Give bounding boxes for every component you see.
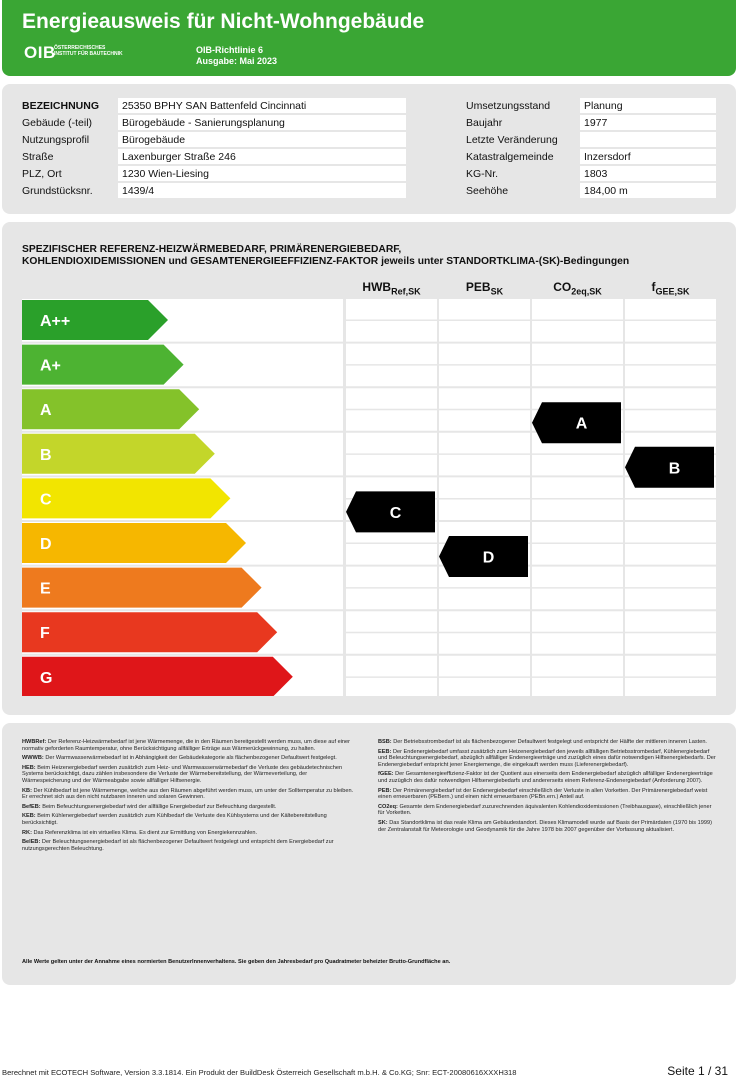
data-label: Umsetzungsstand <box>466 100 551 112</box>
rating-chart-svg <box>22 276 716 696</box>
column-header-hwb: $HWB_{Ref,SK}$ <box>362 280 421 297</box>
data-value: Bürogebäude <box>118 132 406 147</box>
data-row <box>466 115 716 131</box>
class-arrow-C <box>22 478 230 518</box>
class-label: E <box>40 580 51 598</box>
data-row <box>22 132 406 148</box>
class-arrow-Aplus <box>22 345 184 385</box>
definition-entry: HWBRef: Der Referenz-Heizwärmebedarf ist jene Wärmemenge, die in den Räumen bereitgestellt werden muss, um diese auf einer normativ geforderten Raumtemperatur, ohne Berücksichtigung allfälliger Erträge aus Wärmerückgewinnung, zu halten. <box>22 739 351 752</box>
definition-entry: RK: Das Referenzklima ist ein virtuelles Klima. Es dient zur Ermittlung von Energiekennzahlen. <box>22 829 258 836</box>
data-row <box>466 98 716 114</box>
data-value: Inzersdorf <box>580 149 716 164</box>
data-label: KG-Nr. <box>466 168 499 180</box>
definition-entry: EEB: Der Endenergiebedarf umfasst zusätzlich zum Heizenergiebedarf den jeweils allfälligen Betriebsstrombedarf, Kühlenergiebedarf und Beleuchtungsenergiebedarf, abzüglich allfälliger Endenergieerträge und zuzüglich eines dafür notwendigen Hilfsenergiebedarfs. Der Endenergiebedarf entspricht jener Energiemenge, die eingekauft werden muss (Lieferenergiebedarf). <box>378 748 716 768</box>
data-value: 1977 <box>580 115 716 130</box>
class-arrow-F <box>22 612 277 652</box>
column-header-peb: $PEB_{SK}$ <box>465 280 504 297</box>
definition-entry: HEB: Beim Heizenergiebedarf werden zusätzlich zum Heiz- und Warmwasserwärmebedarf die Verluste des gebäudetechnischen Systems berücksichtigt, dazu zählen insbesondere die Verluste der Wärmebereitstellung, der Wärmeverteilung, der Wärmespeicherung und der Wärmeabgabe sowie allfälliger Hilfsenergie. <box>22 764 343 784</box>
data-label: BEZEICHNUNG <box>22 100 100 112</box>
class-arrow-A <box>22 389 199 429</box>
data-label: PLZ, Ort <box>22 168 62 180</box>
data-label: Straße <box>22 151 54 163</box>
document-title: Energieausweis für Nicht-Wohngebäude <box>22 10 425 33</box>
software-footer: Berechnet mit ECOTECH Software, Version 3.3.1814. Ein Produkt der BuildDesk Österreich Gesellschaft m.b.H. & Co.KG; Snr: ECT-20080616XXXH318 <box>2 1068 517 1077</box>
guideline-info: OIB-Richtlinie 6 Ausgabe: Mai 2023 <box>196 45 278 66</box>
class-label: G <box>40 669 53 687</box>
data-row <box>466 149 716 165</box>
data-row <box>22 166 406 182</box>
class-label: A <box>40 402 52 420</box>
class-arrow-Aplusplus <box>22 300 168 340</box>
rating-value: B <box>668 460 681 478</box>
data-label: Seehöhe <box>466 185 509 197</box>
rating-marker-co <box>532 402 621 443</box>
energy-rating-panel <box>2 222 736 715</box>
oib-logo: OIB ÖSTERREICHISCHES INSTITUT FÜR BAUTECHNIK <box>24 43 123 62</box>
data-label: Katastralgemeinde <box>466 151 554 163</box>
assumption-note: Alle Werte gelten unter der Annahme eines normierten BenutzerInnenverhaltens. Sie geben den Jahresbedarf pro Quadratmeter beheizter Brutto-Grundfläche an. <box>22 959 451 965</box>
rating-marker-f <box>625 447 714 488</box>
data-label: Grundstücksnr. <box>22 185 93 197</box>
data-row <box>466 166 716 182</box>
class-label: F <box>40 625 50 643</box>
definition-entry: BSB: Der Betriebsstrombedarf ist als flächenbezogener Defaultwert festgelegt und entspricht der Hälfte der mittleren inneren Lasten. <box>378 739 707 745</box>
data-value: 1803 <box>580 166 716 181</box>
data-value: Laxenburger Straße 246 <box>118 149 406 164</box>
page-number: Seite 1 / 31 <box>667 1064 728 1078</box>
class-label: C <box>40 491 52 509</box>
data-row <box>22 183 406 199</box>
definition-entry: BefEB: Beim Befeuchtungsenergiebedarf wird der allfällige Energiebedarf zur Befeuchtung dargestellt. <box>22 803 277 810</box>
data-value: Planung <box>580 98 716 113</box>
data-label: Letzte Veränderung <box>466 134 558 146</box>
class-label: D <box>40 536 52 553</box>
definition-entry: BelEB: Der Beleuchtungsenergiebedarf ist als flächenbezogener Defaultwert festgelegt und entspricht dem Energiebedarf zur nutzungsgerechten Beleuchtung. <box>22 839 334 852</box>
definitions-left <box>22 739 356 855</box>
data-value: 25350 BPHY SAN Battenfeld Cincinnati <box>118 98 406 113</box>
column-header-f: $f_{GEE,SK}$ <box>651 280 690 297</box>
data-row <box>466 132 716 148</box>
class-arrow-G <box>22 657 293 696</box>
data-row <box>22 98 406 114</box>
data-label: Nutzungsprofil <box>22 134 90 146</box>
data-value: 1439/4 <box>118 183 406 198</box>
chart-title: SPEZIFISCHER REFERENZ-HEIZWÄRMEBEDARF, PRIMÄRENERGIEBEDARF, KOHLENDIOXIDEMISSIONEN und GESAMTENERGIEEFFIZIENZ-FAKTOR jeweils unter STANDORTKLIMA-(SK)-Bedingungen <box>22 244 630 267</box>
rating-marker-hwb <box>346 491 435 532</box>
class-arrow-E <box>22 568 262 608</box>
data-value: 184,00 m <box>580 183 716 198</box>
class-label: B <box>40 446 52 464</box>
definition-entry: fGEE: Der Gesamtenergieeffizienz-Faktor ist der Quotient aus einerseits dem Endenergiebedarf abzüglich allfälliger Endenergieerträge und zuzüglich des dafür notwendigen Hilfsenergiebedarfs und andererseits einem Referenz-Endenergiebedarf (Anforderung 2007). <box>378 771 713 784</box>
rating-value: C <box>389 504 402 522</box>
column-header-co: $CO_{2eq,SK}$ <box>553 280 602 297</box>
data-label: Gebäude (-teil) <box>22 117 93 129</box>
definitions-right <box>378 739 718 836</box>
rating-chart <box>22 276 716 696</box>
data-row <box>22 115 406 131</box>
data-row <box>466 183 716 199</box>
data-value <box>580 132 716 147</box>
class-arrow-B <box>22 434 215 474</box>
definition-entry: CO2eq: Gesamte dem Endenergiebedarf zuzurechnenden äquivalenten Kohlendioxidemissionen (Treibhausgase), einschließlich jener für Vorketten. <box>378 803 712 817</box>
data-value: 1230 Wien-Liesing <box>118 166 406 181</box>
data-value: Bürogebäude - Sanierungsplanung <box>118 115 406 130</box>
class-label: A++ <box>40 313 71 330</box>
class-label: A+ <box>40 357 61 375</box>
page-header <box>2 0 736 76</box>
definition-entry: WWWB: Der Warmwasserwärmebedarf ist in Abhängigkeit der Gebäudekategorie als flächenbezogener Defaultwert festgelegt. <box>22 755 337 762</box>
definitions-panel <box>2 723 736 985</box>
data-label: Baujahr <box>466 117 503 129</box>
data-row <box>22 149 406 165</box>
rating-value: D <box>482 549 495 567</box>
definition-entry: PEB: Der Primärenergiebedarf ist der Endenergiebedarf einschließlich der Verluste in allen Vorketten. Der Primärenergiebedarf weist einen erneuerbaren (PEBern.) und einen nicht erneuerbaren (PEBn.ern.) Anteil auf. <box>378 787 708 801</box>
definition-entry: KEB: Beim Kühlenergiebedarf werden zusätzlich zum Kühlbedarf die Verluste des Kühlsystems und der Kältebereitstellung berücksichtigt. <box>22 813 327 826</box>
definition-entry: SK: Das Standortklima ist das reale Klima am Gebäudestandort. Dieses Klimamodell wurde auf Basis der Primärdaten (1970 bis 1999) der Zentralanstalt für Meteorologie und Geodynamik für die Jahre 1978 bis 2007 gegenüber der Vorfassung aktualisiert. <box>378 819 712 833</box>
class-arrow-D <box>22 523 246 563</box>
rating-marker-peb <box>439 536 528 577</box>
rating-value: A <box>575 415 588 433</box>
building-data-panel <box>2 84 736 214</box>
definition-entry: KB: Der Kühlbedarf ist jene Wärmemenge, welche aus den Räumen abgeführt werden muss, um unter der Solltemperatur zu bleiben. Er errechnet sich aus den nicht nutzbaren inneren und solaren Gewinnen. <box>22 787 354 801</box>
